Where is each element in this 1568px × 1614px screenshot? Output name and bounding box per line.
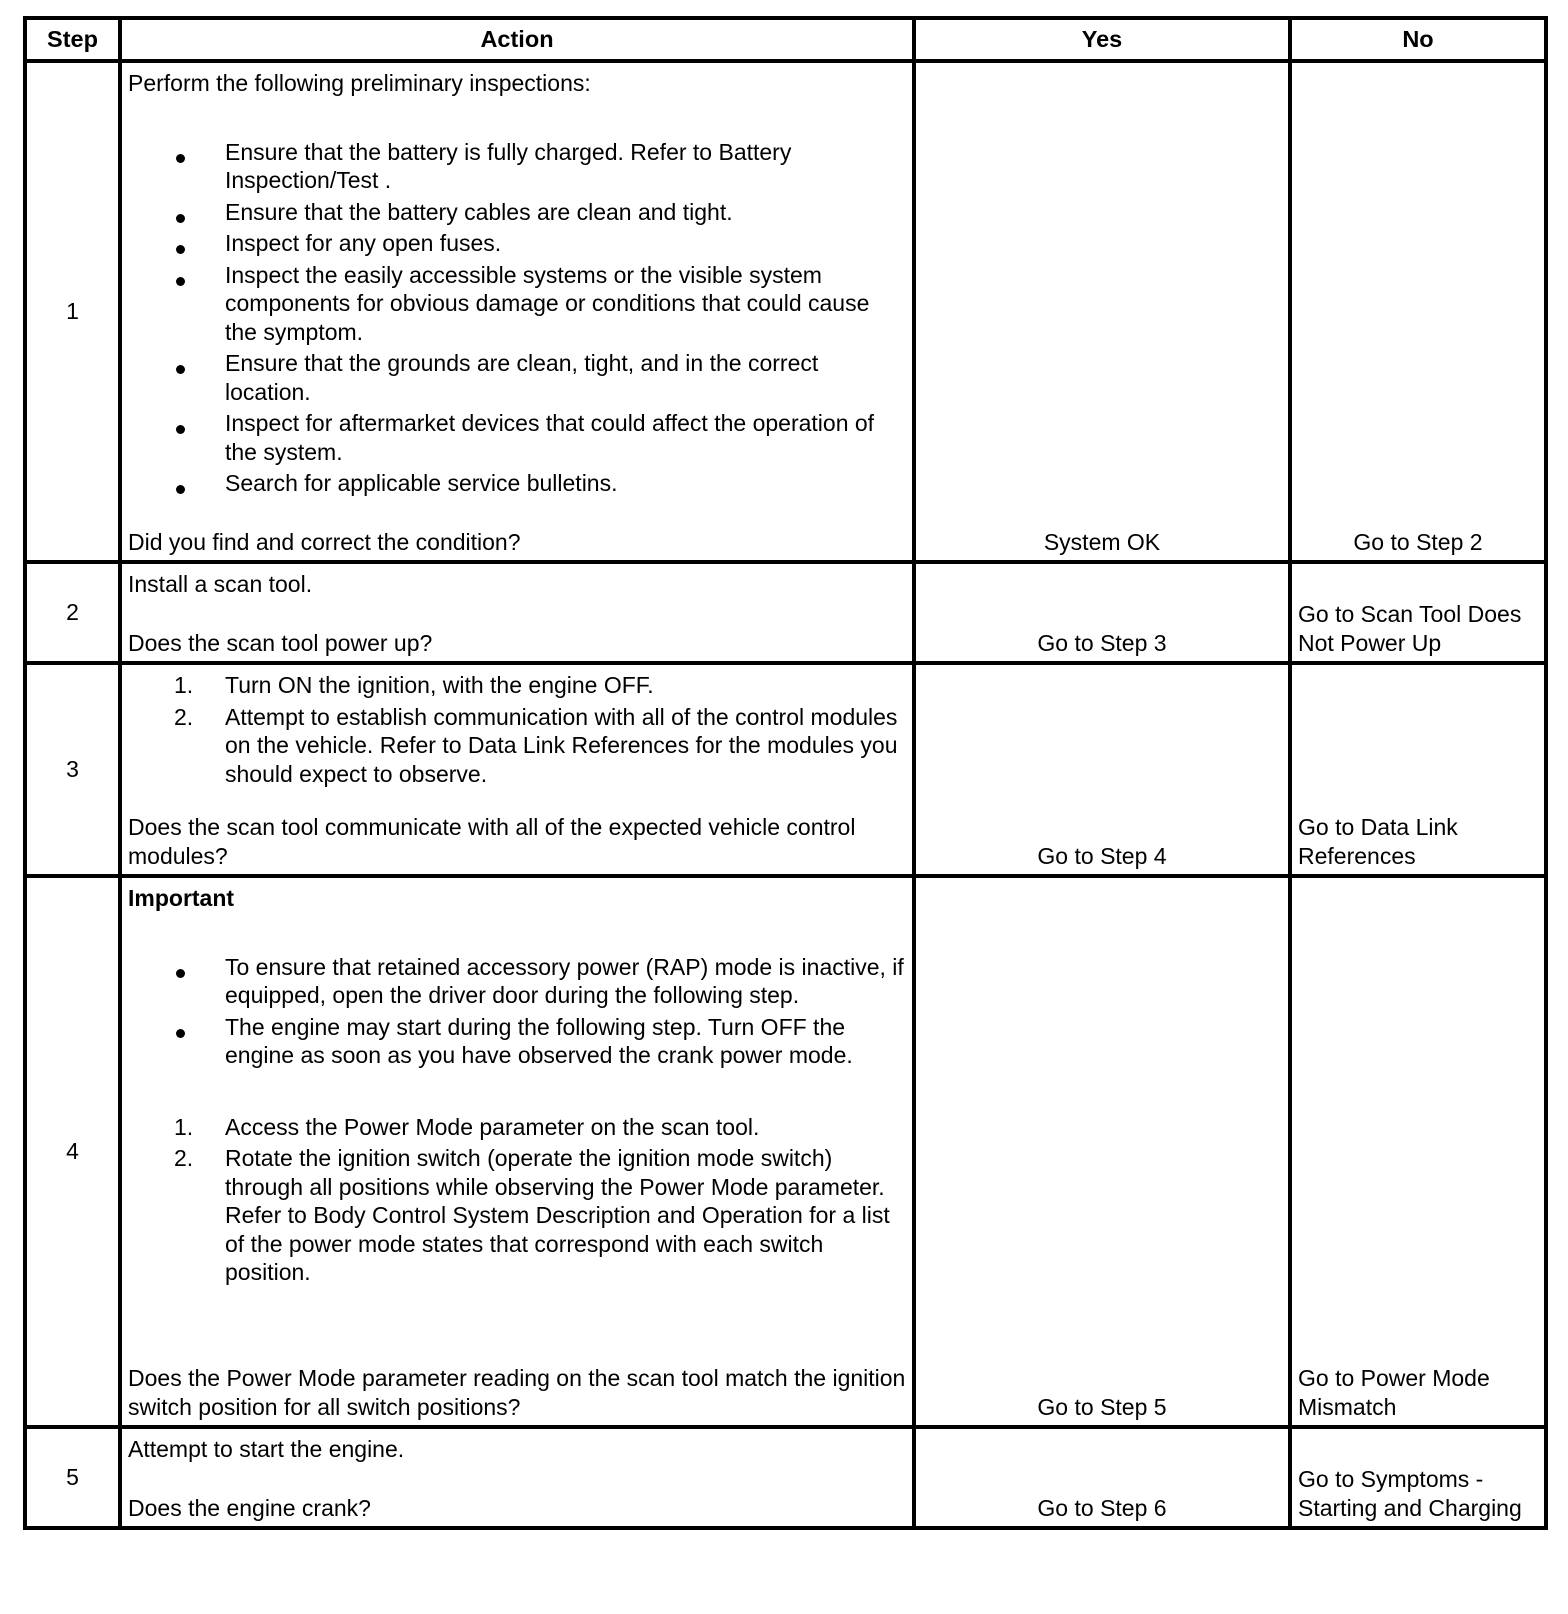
yes-result: Go to Step 5 xyxy=(914,876,1290,1427)
bullet-icon xyxy=(176,277,185,286)
bullet-icon xyxy=(176,214,185,223)
header-row xyxy=(25,18,1546,61)
action-cell xyxy=(120,876,914,1427)
bullet-icon xyxy=(176,425,185,434)
action-intro: Attempt to start the engine. xyxy=(128,1436,405,1462)
header-yes: Yes xyxy=(914,18,1290,61)
step-number: 4 xyxy=(25,876,120,1427)
action-question: Did you find and correct the condition? xyxy=(128,528,521,555)
yes-result: Go to Step 3 xyxy=(914,562,1290,663)
action-cell xyxy=(120,663,914,876)
table-row xyxy=(25,1427,1546,1528)
no-result: Go to Data Link References xyxy=(1290,663,1546,876)
list-item: 1. Access the Power Mode parameter on the scan tool. xyxy=(174,1113,760,1140)
list-item: Inspect the easily accessible systems or the visible system components for obvious damage or conditions that could cause the symptom. xyxy=(128,261,906,347)
no-result: Go to Scan Tool Does Not Power Up xyxy=(1290,562,1546,663)
header-action: Action xyxy=(120,18,914,61)
bullet-icon xyxy=(176,245,185,254)
bullet-list xyxy=(128,953,906,1070)
action-intro: Install a scan tool. xyxy=(128,571,313,597)
table-row xyxy=(25,61,1546,562)
list-item: To ensure that retained accessory power (RAP) mode is inactive, if equipped, open the driver door during the following step. xyxy=(128,953,906,1010)
list-item: 2. Attempt to establish communication with all of the control modules on the vehicle. Refer to Data Link References for the modules you should expect to observe. xyxy=(174,703,898,787)
no-result: Go to Symptoms - Starting and Charging xyxy=(1290,1427,1546,1528)
step-number: 3 xyxy=(25,663,120,876)
action-cell xyxy=(120,1427,914,1528)
important-heading: Important xyxy=(128,885,235,911)
table-row xyxy=(25,562,1546,663)
bullet-icon xyxy=(176,365,185,374)
action-question: Does the scan tool communicate with all of the expected vehicle control modules? xyxy=(128,814,856,869)
list-item: Ensure that the grounds are clean, tight, and in the correct location. xyxy=(128,349,906,406)
no-result: Go to Power Mode Mismatch xyxy=(1290,876,1546,1427)
header-no: No xyxy=(1290,18,1546,61)
action-cell xyxy=(120,562,914,663)
list-item: Ensure that the battery is fully charged. Refer to Battery Inspection/Test . xyxy=(128,138,906,195)
diagnostic-table xyxy=(23,16,1548,1530)
action-question: Does the Power Mode parameter reading on the scan tool match the ignition switch position for all switch positions? xyxy=(128,1365,906,1420)
step-number: 2 xyxy=(25,562,120,663)
no-result: Go to Step 2 xyxy=(1290,61,1546,562)
step-number: 5 xyxy=(25,1427,120,1528)
list-item: Search for applicable service bulletins. xyxy=(128,469,906,498)
action-cell xyxy=(120,61,914,562)
list-item: 2. Rotate the ignition switch (operate the ignition mode switch) through all positions while observing the Power Mode parameter. Refer to Body Control System Description and Operation for a list of the power mode states that correspond with each switch position. xyxy=(174,1145,890,1285)
table-row xyxy=(25,876,1546,1427)
bullet-icon xyxy=(176,969,185,978)
bullet-icon xyxy=(176,154,185,163)
action-intro: Perform the following preliminary inspections: xyxy=(128,70,591,96)
numbered-list xyxy=(128,671,906,788)
list-item: 1. Turn ON the ignition, with the engine OFF. xyxy=(174,672,654,698)
yes-result: Go to Step 4 xyxy=(914,663,1290,876)
bullet-list xyxy=(128,138,906,498)
step-number: 1 xyxy=(25,61,120,562)
action-question: Does the engine crank? xyxy=(128,1494,371,1521)
action-question: Does the scan tool power up? xyxy=(128,629,433,656)
list-item: Inspect for aftermarket devices that could affect the operation of the system. xyxy=(128,409,906,466)
bullet-icon xyxy=(176,485,185,494)
list-item: Inspect for any open fuses. xyxy=(128,229,906,258)
header-step: Step xyxy=(25,18,120,61)
numbered-list xyxy=(128,1113,906,1287)
yes-result: Go to Step 6 xyxy=(914,1427,1290,1528)
bullet-icon xyxy=(176,1029,185,1038)
list-item: Ensure that the battery cables are clean and tight. xyxy=(128,198,906,227)
table-row xyxy=(25,663,1546,876)
yes-result: System OK xyxy=(914,61,1290,562)
list-item: The engine may start during the following step. Turn OFF the engine as soon as you have observed the crank power mode. xyxy=(128,1013,906,1070)
